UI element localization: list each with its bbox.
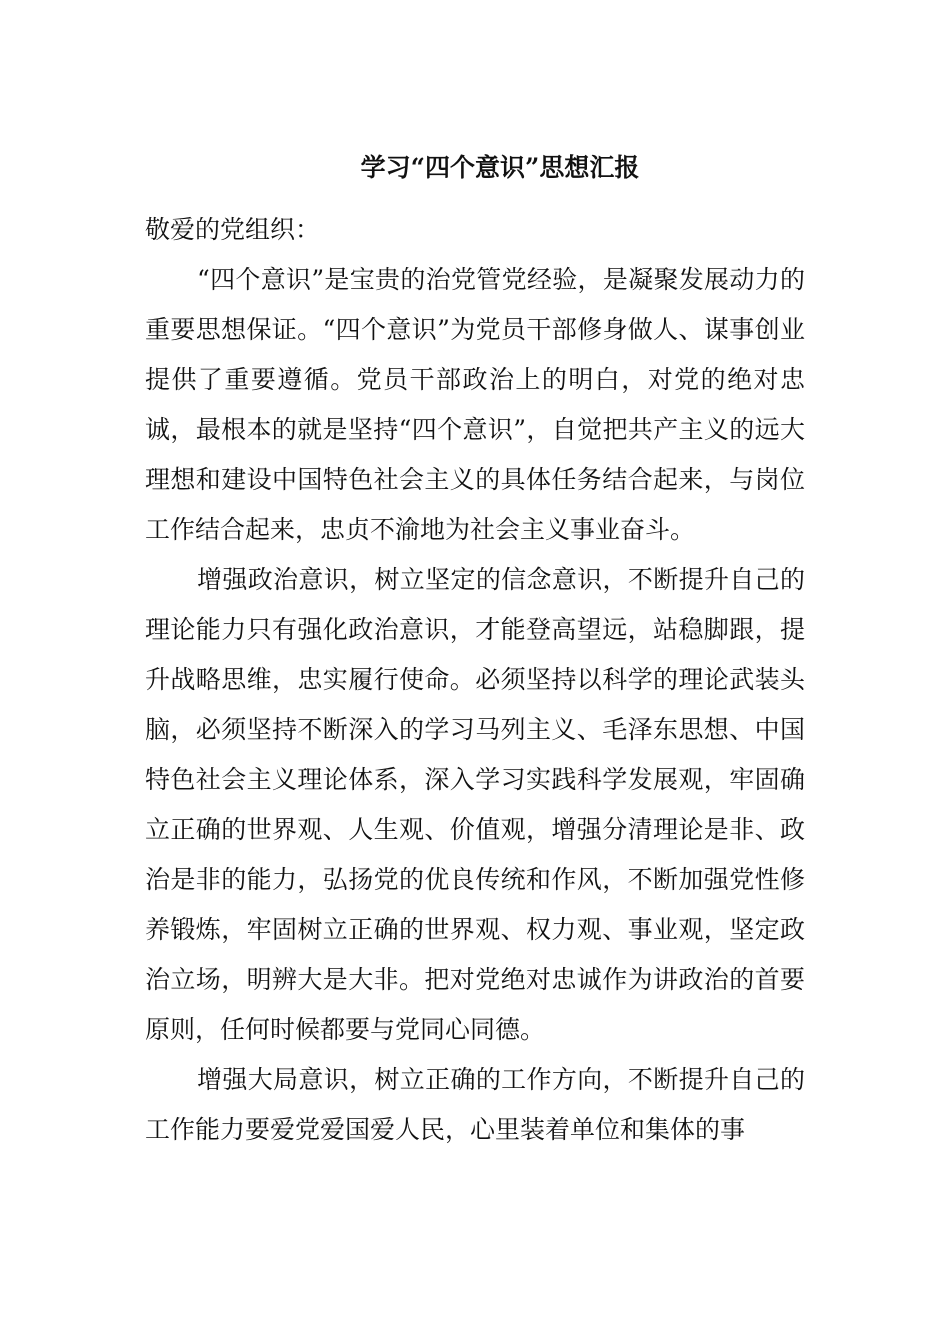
- salutation: 敬爱的党组织：: [145, 215, 321, 244]
- document-body: [145, 205, 805, 1155]
- document-title: 学习“四个意识”思想汇报: [360, 153, 640, 182]
- paragraph-2: 增强政治意识，树立坚定的信念意识，不断提升自己的理论能力只有强化政治意识，才能登高望远，站稳脚跟，提升战略思维，忠实履行使命。必须坚持以科学的理论武装头脑，必须坚持不断深入的学习马列主义、毛泽东思想、中国特色社会主义理论体系，深入学习实践科学发展观，牢固确立正确的世界观、人生观、价值观，增强分清理论是非、政治是非的能力，弘扬党的优良传统和作风，不断加强党性修养锻炼，牢固树立正确的世界观、权力观、事业观，坚定政治立场，明辨大是大非。把对党绝对忠诚作为讲政治的首要原则，任何时候都要与党同心同德。: [145, 565, 805, 1044]
- paragraph-3: 增强大局意识，树立正确的工作方向，不断提升自己的工作能力要爱党爱国爱人民，心里装着单位和集体的事: [145, 1065, 805, 1144]
- paragraph-1: “四个意识”是宝贵的治党管党经验，是凝聚发展动力的重要思想保证。“四个意识”为党员干部修身做人、谋事创业提供了重要遵循。党员干部政治上的明白，对党的绝对忠诚，最根本的就是坚持“四个意识”，自觉把共产主义的远大理想和建设中国特色社会主义的具体任务结合起来，与岗位工作结合起来，忠贞不渝地为社会主义事业奋斗。: [145, 265, 805, 544]
